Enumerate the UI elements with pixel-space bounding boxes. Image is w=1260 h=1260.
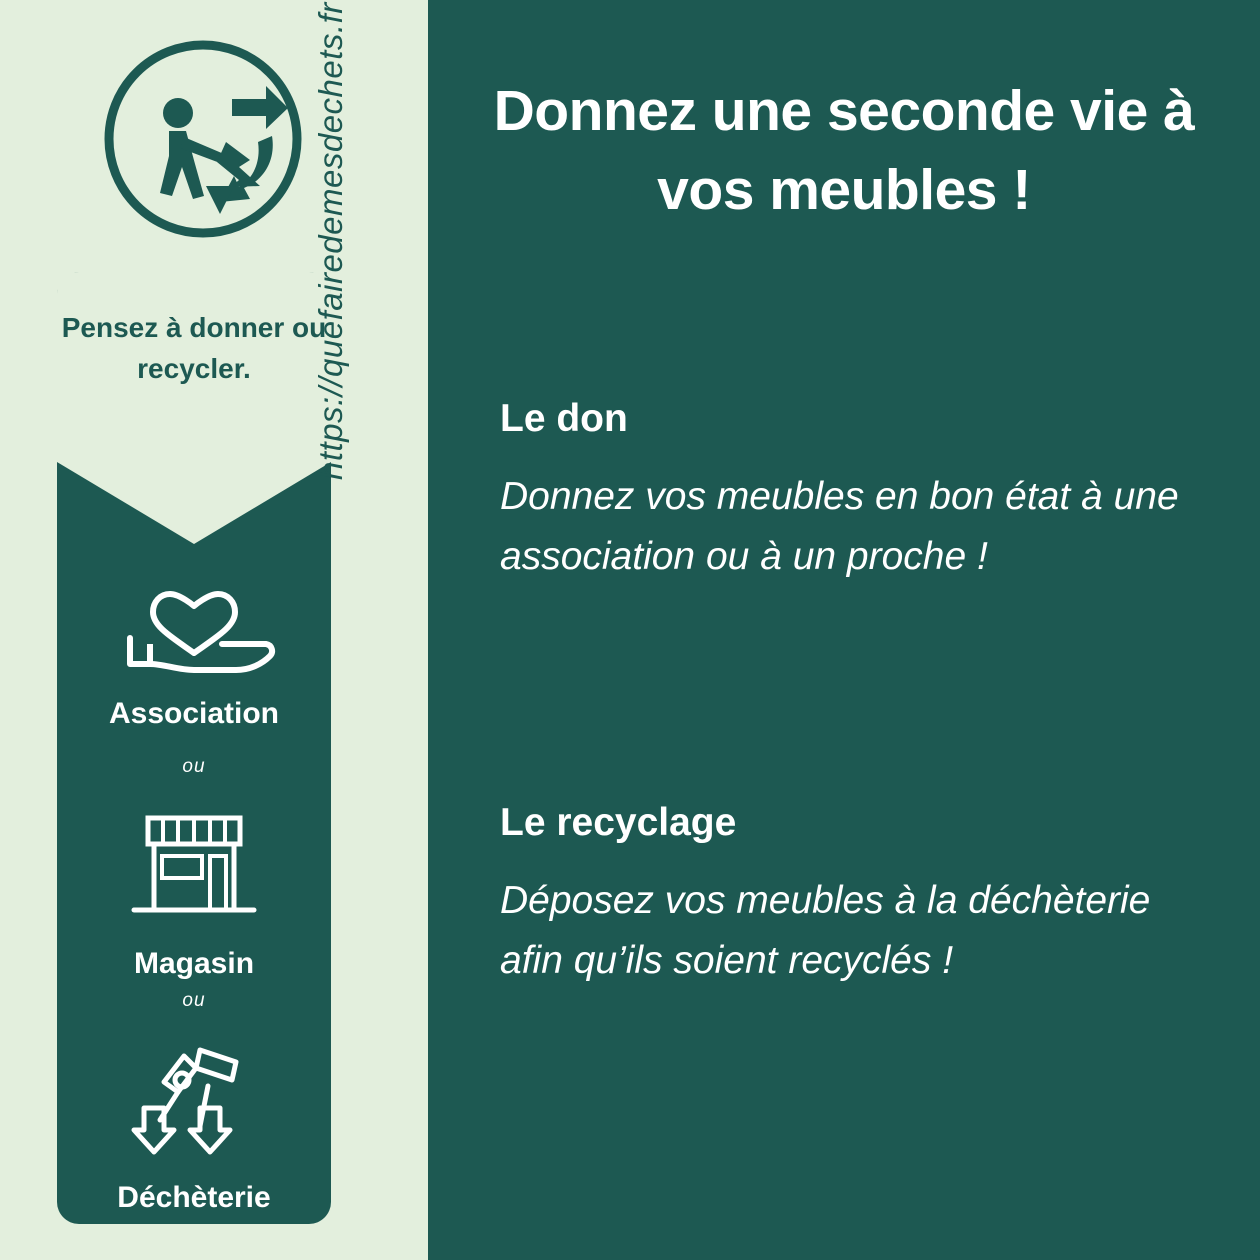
recycling-center-icon [57, 1034, 331, 1169]
section-body-recyclage: Déposez vos meubles à la déchèterie afin qu’ils soient recyclés ! [500, 878, 1151, 983]
section-title-don: Le don [500, 397, 628, 440]
section-title-recyclage: Le recyclage [500, 801, 737, 844]
shop-icon [57, 800, 331, 935]
recycling-person-logo [100, 36, 306, 242]
website-url[interactable]: https://quefairedemesdechets.fr [312, 2, 349, 480]
steps-banner [57, 272, 331, 1224]
step-label-association: Association [108, 697, 280, 730]
banner-text: Pensez à donner ou recycler. [61, 312, 327, 384]
page-title: Donnez une seconde vie à vos meubles ! [493, 79, 1195, 222]
step-decheterie [57, 1034, 331, 1214]
step-label-decheterie: Déchèterie [117, 1181, 271, 1214]
pennant [57, 272, 331, 544]
step-association [57, 560, 331, 730]
right-panel [428, 0, 1260, 1260]
separator-ou-2: ou [182, 990, 206, 1011]
step-label-magasin: Magasin [133, 947, 255, 980]
step-magasin [57, 800, 331, 980]
section-body-don: Donnez vos meubles en bon état à une association ou à un proche ! [500, 474, 1179, 579]
separator-ou-1: ou [182, 756, 206, 777]
section-le-recyclage [500, 802, 1200, 992]
left-panel [0, 0, 428, 1260]
section-le-don [500, 398, 1200, 588]
hand-heart-icon [57, 560, 331, 685]
